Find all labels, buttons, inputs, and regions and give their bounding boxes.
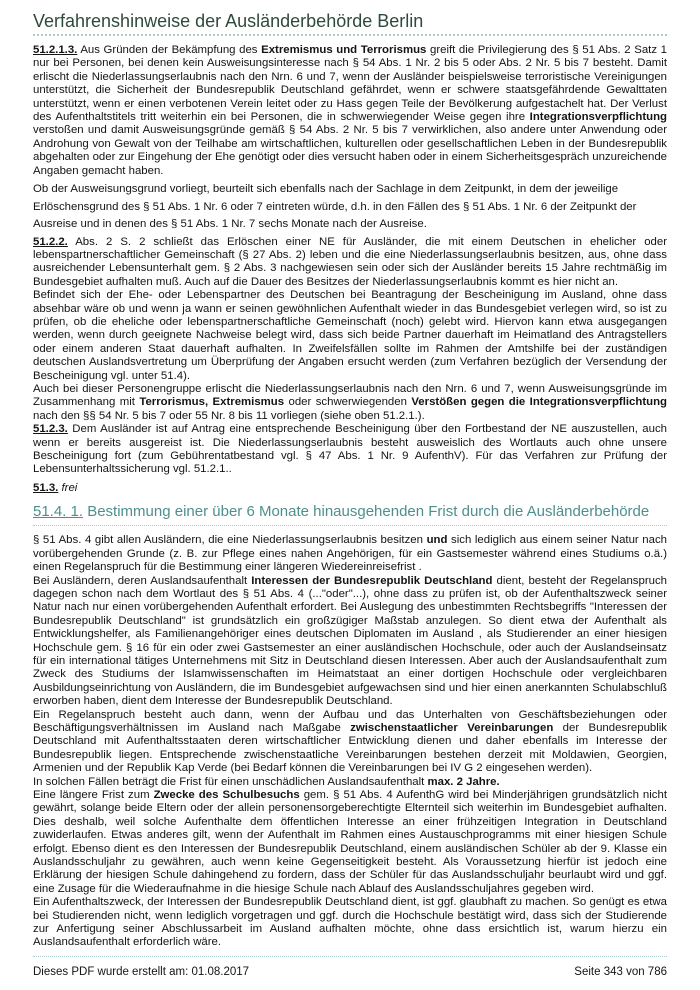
text-segment: oder schwerwiegenden (284, 396, 412, 409)
text-segment: greift die Privilegierung des § 51 Abs. 2 Satz 1 nur bei Personen, bei denen kein Ausweisungsinteresse nach § 54 Abs. 1 Nr. 2 bis 5 oder Abs. 2 Nr. 5 bis 7 besteht. Damit erlischt die Niederlassungserlaubnis nach den Nrn. 6 und 7, wenn der Ausländer beispielsweise terroristische Vereinigungen unterstützt, die Sicherheit der Bundesrepublik Deutschland gefährdet, wenn er schwere staatsgefährdende Gewalttaten unterstützt, wenn er einen verbotenen Verein leitet oder zu Hass gegen Teile der Bevölkerung aufgestachelt hat. Der Verlust des Aufenthaltstitels tritt weiterhin ein bei Personen, die in schwerwiegender Weise gegen ihre (33, 44, 667, 124)
paragraph-schulbesuch (33, 789, 667, 896)
paragraph-frist-max-2-jahre (33, 776, 667, 789)
text-segment: Eine längere Frist zum (33, 789, 154, 801)
footer-page-number: Seite 343 von 786 (574, 966, 667, 978)
text-segment: 51.2.3. (33, 423, 68, 436)
text-segment: nach den §§ 54 Nr. 5 bis 7 oder 55 Nr. 8 bis 11 vorliegen (siehe oben 51.2.1.). (33, 409, 425, 422)
text-segment: Bestimmung einer über 6 Monate hinausgehenden Frist durch die Ausländerbehörde (83, 503, 650, 521)
text-segment: Zwecke des Schulbesuchs (153, 789, 300, 801)
paragraph-zeitpunkt (33, 181, 667, 234)
section-heading-51-4 (33, 503, 667, 526)
text-segment: der Bundesrepublik Deutschland mit Aufenthaltsstaaten deren wirtschaftlicher Entwicklung dienen und daher ebenfalls im Interesse der Bundesrepublik liegen. Entsprechende zwischenstaatliche Vereinbarungen bestehen derzeit mit Moldawien, Georgien, Armenien und der Republik Kap Verde (bei Bedarf können die Vereinbarungen bei IV G 2 eingesehen werden). (33, 721, 667, 775)
text-segment: Abs. 2 S. 2 schließt das Erlöschen einer NE für Ausländer, die mit einem Deutschen in ehelicher oder lebenspartnerschaftlicher Gemeinschaft (§ 27 Abs. 2) leben und die eine Niederlassungserlaubnis besitzen, aus, ohne dass ausreichender Lebensunterhalt gem. § 2 Abs. 3 nachgewiesen sein oder sich der Ausländer bereits 15 Jahre rechtmäßig im Bundesgebiet aufhalten muß. Auch auf die Dauer des Besitzes der Niederlassungserlaubnis kommt es hier nicht an. (33, 235, 667, 288)
page-title: Verfahrenshinweise der Ausländerbehörde Berlin (33, 11, 424, 31)
text-segment: zwischenstaatlicher Vereinbarungen (350, 721, 554, 734)
text-segment: 51.4. 1. (33, 503, 84, 521)
text-segment: Bei Ausländern, deren Auslandsaufenthalt (33, 574, 252, 587)
text-segment: sich lediglich aus einem seiner Natur nach vorübergehenden Grunde (z. B. zur Pflege eines nahen Angehörigen, für ein Gastsemester während eines Studiums o.ä.) einen Regelanspruch für die Bestimmung einer längeren Wiedereinreisefrist . (33, 534, 667, 574)
paragraph-regelanspruch (33, 709, 667, 776)
paragraph-51-2-1-3 (33, 44, 667, 178)
text-segment: Integrationsverpflichtung (529, 111, 667, 124)
page-footer (33, 956, 667, 979)
text-segment: verstoßen und damit Ausweisungsgründe gemäß § 54 Abs. 2 Nr. 5 bis 7 verwirklichen, also andere unter Anwendung oder Androhung von Gewalt von der Teilhabe am wirtschaftlichen, kulturellen oder gesellschaftlichen Leben in der Bundesrepublik abgehalten oder zur Eingehung der Ehe genötigt oder dies versucht haben oder in einem Sicherheitsgespräch unzureichende Angaben gemacht haben. (33, 124, 667, 177)
text-segment: Befindet sich der Ehe- oder Lebenspartner des Deutschen bei Beantragung der Bescheinigung im Ausland, ohne dass absehbar wäre ob und wenn ja wann er seinen gewöhnlichen Aufenthalt wieder in das Bundesgebiet verlegen wird, so ist zu prüfen, ob die eheliche oder lebenspartnerschaftliche Gemeinschaft (noch) gelebt wird. Hiervon kann etwa ausgegangen werden, wenn durch geeignete Nachweise belegt wird, dass sich beide Partner dauerhaft im Heimatland des Antragstellers oder einem anderen Staat dauerhaft aufhalten. In Zweifelsfällen sollte im Rahmen der Amtshilfe bei der zuständigen deutschen Auslandsvertretung um Überprüfung der Angaben ersucht werden (zum Verfahren bezüglich der Versendung der Bescheinigung vgl. unter 51.4). (33, 289, 667, 382)
text-segment: Ob der Ausweisungsgrund vorliegt, beurteilt sich ebenfalls nach der Sachlage in dem Zeitpunkt, in dem der jeweilige Erlöschensgrund des § 51 Abs. 1 Nr. 6 oder 7 eintreten würde, d.h. in den Fällen des § 51 Abs. 1 Nr. 6 der Zeitpunkt der Ausreise und in denen des § 51 Abs. 1 Nr. 7 sechs Monate nach der Ausreise. (33, 183, 637, 231)
text-segment: In solchen Fällen beträgt die Frist für einen unschädlichen Auslandsaufenthalt (33, 775, 428, 788)
text-segment: Verstößen gegen die Integrationsverpflichtung (411, 396, 667, 409)
text-segment: 51.2.1.3. (33, 44, 78, 56)
text-segment: 51.3. (33, 481, 59, 494)
paragraph-51-2-3 (33, 423, 667, 477)
text-segment: 51.2.2. (33, 235, 68, 248)
text-segment: frei (61, 481, 78, 494)
paragraph-51-4-intro (33, 534, 667, 574)
paragraph-auch-bei (33, 383, 667, 423)
text-segment: dient, besteht der Regelanspruch dagegen schon nach dem Wortlaut des § 51 Abs. 4 (..."oder"...), ohne dass zu prüfen ist, ob der Aufenthaltszweck seiner Natur nach nur einen vorübergehenden Aufenthalt erfordert. Bei Auslegung des unbestimmten Rechtsbegriffs "Interessen der Bundesrepublik Deutschland" ist grundsätzlich ein großzügiger Maßstab anzulegen. So dient etwa der Aufenthalt als Entwicklungshelfer, als Familienangehöriger eines deutschen Diplomaten im Ausland , als Studierender an einer hiesigen Hochschule gem. § 16 für ein oder zwei Gastsemester an einer ausländischen Hochschule, oder auch der Auslandseinsatz für ein international tätiges Unternehmens mit Sitz in Deutschland diesen Interessen. Aber auch der Auslandsaufenthalt zum Zweck des Studiums der Islamwissenschaften im Heimatstaat an einer dortigen Hochschule oder vergleichbaren Ausbildungseinrichtung von Ausländern, die im Bundesgebiet aufgewachsen sind und hier einen anerkannten Schulabschluß erworben haben, dient dem Interesse der Bundesrepublik Deutschland. (33, 574, 667, 708)
paragraph-glaubhaft (33, 896, 667, 950)
text-segment: Interessen der Bundesrepublik Deutschland (251, 574, 493, 587)
paragraph-51-2-2 (33, 236, 667, 290)
text-segment: und (426, 534, 448, 547)
paragraph-51-3-frei (33, 482, 667, 495)
title-divider (33, 34, 667, 36)
text-segment: Ein Regelanspruch besteht auch dann, wenn der Aufbau und das Unterhalten von Geschäftsbeziehungen oder Beschäftigungsverhältnissen im Ausland nach Maßgabe (33, 708, 667, 734)
text-segment: Terrorismus, Extremismus (139, 396, 285, 409)
text-segment: Auch bei dieser Personengruppe erlischt die Niederlassungserlaubnis nach den Nrn. 6 und 7, wenn Ausweisungsgründe im Zusammenhang mit (33, 383, 667, 409)
text-segment: § 51 Abs. 4 gibt allen Ausländern, die eine Niederlassungserlaubnis besitzen (33, 534, 427, 547)
text-segment: Aus Gründen der Bekämpfung des (77, 44, 262, 56)
text-segment: Ein Aufenthaltszweck, der Interessen der Bundesrepublik Deutschland dient, ist ggf. glaubhaft zu machen. So genügt es etwa bei Studierenden nicht, wenn lediglich vorgetragen und ggf. durch die Hochschule bestätigt wird, dass sich der Studierende zur Anfertigung seiner Abschlussarbeit im Ausland aufhalten möchte, ohne dass ersichtlich ist, warum hierzu ein Auslandsaufenthalt erforderlich wäre. (33, 896, 667, 949)
paragraph-befindet (33, 289, 667, 383)
footer-created-date: Dieses PDF wurde erstellt am: 01.08.2017 (33, 966, 250, 978)
text-segment: max. 2 Jahre. (427, 775, 500, 788)
text-segment: Dem Ausländer ist auf Antrag eine entsprechende Bescheinigung über den Fortbestand der NE auszustellen, auch wenn er bereits ausgereist ist. Die Niederlassungserlaubnis besteht ausweislich des Wortlauts auch ohne unsere Bescheinigung fort (zum Gebührentatbestand vgl. § 47 Abs. 1 Nr. 9 AufenthV). Für das Verfahren zur Prüfung der Lebensunterhaltssicherung vgl. 51.2.1.. (33, 423, 667, 476)
text-segment: Extremismus und Terrorismus (261, 44, 427, 56)
text-segment: gem. § 51 Abs. 4 AufenthG wird bei Minderjährigen grundsätzlich nicht gewährt, solange beide Eltern oder der allein personensorgeberechtigte Elternteil sich weiterhin im Bundesgebiet aufhalten. Dies deshalb, weil solche Aufenthalte dem öffentlichen Interesse an einer frühzeitigen Integration in Deutschland zuwiderlaufen. Etwas anderes gilt, wenn der Aufenthalt im Rahmen eines Austauschprogramms mit einer hiesigen Schule erfolgt. Ebenso dient es den Interessen der Bundesrepublik Deutschland, einem ausländischen Schüler ab der 9. Klasse ein Auslandsschuljahr zu gewähren, auch wenn keine Gegenseitigkeit besteht. Als Voraussetzung hierfür ist jedoch eine Erklärung der hiesigen Schule dahingehend zu fordern, dass der Schüler für das Auslandsschuljahr beurlaubt wird und ggf. eine Zusage für die Wiederaufnahme in die hiesige Schule nach Ablauf des Auslandsschuljahres gegeben wird. (33, 789, 667, 895)
paragraph-interessen (33, 575, 667, 709)
